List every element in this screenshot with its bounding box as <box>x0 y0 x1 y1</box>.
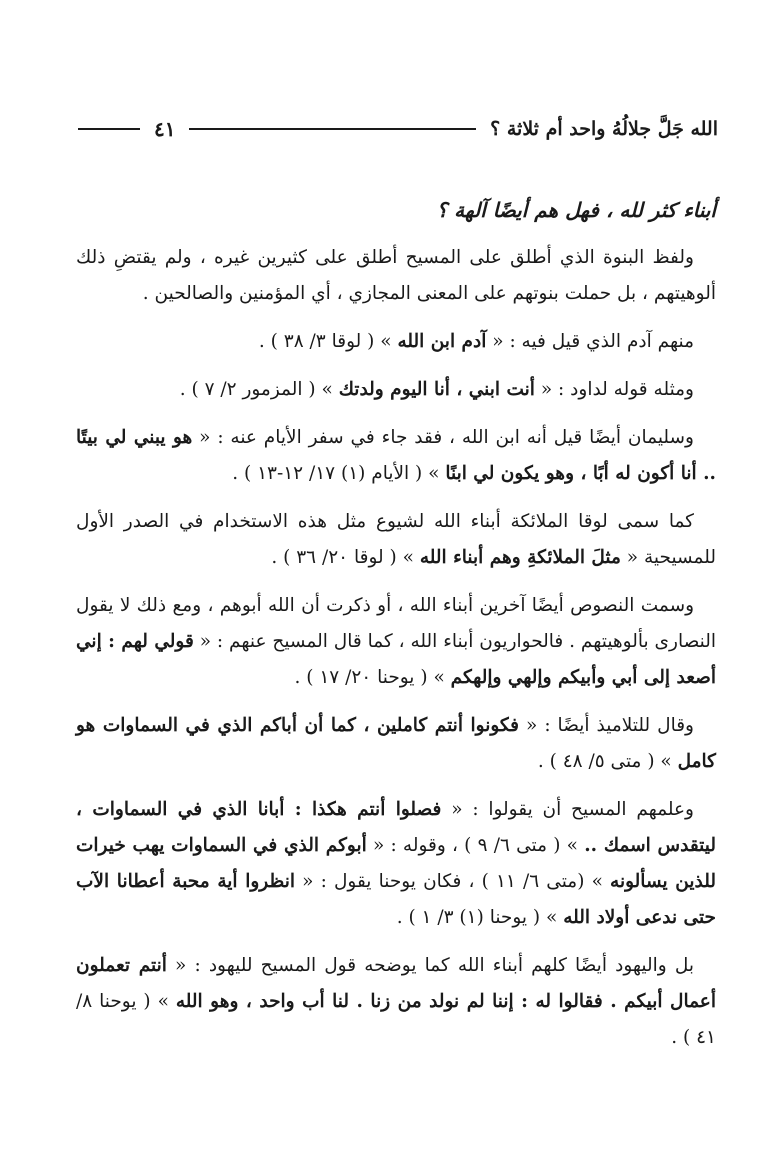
paragraph-text: وعلمهم المسيح أن يقولوا : « <box>441 799 694 820</box>
quoted-verse: أنتم تعملون أعمال أبيكم . فقالوا له : إننا لم نولد من زنا . لنا أب واحد ، وهو الله <box>76 955 716 1012</box>
paragraph <box>76 792 716 936</box>
quoted-verse: هو يبني لي بيتًا .. أنا أكون له أبًا ، وهو يكون لي ابنًا <box>76 427 716 484</box>
paragraph <box>76 240 716 312</box>
paragraph-text: » ( متى ٦/ ٩ ) ، وقوله : « <box>366 835 585 856</box>
page-number: ٤١ <box>154 117 176 141</box>
quoted-verse: انظروا أية محبة أعطانا الآب حتى ندعى أولاد الله <box>76 871 716 928</box>
section-heading: أبناء كثر لله ، فهل هم أيضًا آلهة ؟ <box>436 198 716 222</box>
paragraph-text: » ( متى ٥/ ٤٨ ) . <box>537 751 678 772</box>
paragraph-text: ومثله قوله لداود : « <box>534 379 694 400</box>
paragraph <box>76 708 716 780</box>
paragraph <box>76 372 716 408</box>
paragraph-text: ولفظ البنوة الذي أطلق على المسيح أطلق على كثيرين غيره ، ولم يقتضِ ذلك ألوهيتهم ، بل حملت بنوتهم على المعنى المجازي ، أي المؤمنين والصالحين . <box>76 247 716 304</box>
running-header <box>78 112 718 146</box>
quoted-verse: قولي لهم : إني أصعد إلى أبي وأبيكم وإلهي وإلهكم <box>76 631 716 688</box>
paragraph-text: وقال للتلاميذ أيضًا : « <box>518 715 694 736</box>
quoted-verse: أنت ابني ، أنا اليوم ولدتك <box>338 379 535 400</box>
paragraph-text: » ( لوقا ٣/ ٣٨ ) . <box>258 331 398 352</box>
quoted-verse: آدم ابن الله <box>397 331 487 352</box>
paragraph <box>76 588 716 696</box>
quoted-verse: فصلوا أنتم هكذا : أبانا الذي في السماوات ، ليتقدس اسمك .. <box>76 799 716 856</box>
paragraph-list <box>76 240 716 1056</box>
paragraph-text: » ( يوحنا (١) ٣/ ١ ) . <box>396 907 564 928</box>
paragraph <box>76 420 716 492</box>
paragraph-text: » ( المزمور ٢/ ٧ ) . <box>179 379 339 400</box>
quoted-verse: أبوكم الذي في السماوات يهب خيرات للذين يسألونه <box>76 835 716 892</box>
paragraph <box>76 324 716 360</box>
paragraph-text: وسمت النصوص أيضًا آخرين أبناء الله ، أو ذكرت أن الله أبوهم ، ومع ذلك لا يقول النصارى بألوهيتهم . فالحواريون أبناء الله ، كما قال المسيح عنهم : « <box>76 595 717 652</box>
paragraph-text: وسليمان أيضًا قيل أنه ابن الله ، فقد جاء في سفر الأيام عنه : « <box>192 427 694 448</box>
page-body <box>76 192 716 1068</box>
paragraph-text: كما سمى لوقا الملائكة أبناء الله لشيوع مثل هذه الاستخدام في الصدر الأول للمسيحية « <box>76 511 716 568</box>
paragraph-text: » ( يوحنا ٨/ ٤١ ) . <box>76 991 716 1048</box>
paragraph-text: » ( لوقا ٢٠/ ٣٦ ) . <box>271 547 420 568</box>
paragraph <box>76 504 716 576</box>
paragraph-text: بل واليهود أيضًا كلهم أبناء الله كما يوضحه قول المسيح لليهود : « <box>166 955 694 976</box>
paragraph-text: » ( يوحنا ٢٠/ ١٧ ) . <box>294 667 451 688</box>
paragraph-text: منهم آدم الذي قيل فيه : « <box>486 331 694 352</box>
paragraph <box>76 948 716 1056</box>
paragraph-text: » ( الأيام (١) ١٧/ ١٢-١٣ ) . <box>232 463 446 484</box>
header-rule-short <box>78 128 140 130</box>
quoted-verse: مثلَ الملائكةِ وهم أبناء الله <box>419 547 621 568</box>
quoted-verse: فكونوا أنتم كاملين ، كما أن أباكم الذي في السماوات هو كامل <box>76 715 716 772</box>
running-header-title: الله جَلَّ جلالُهُ واحد أم ثلاثة ؟ <box>490 118 718 140</box>
header-rule <box>189 128 476 130</box>
paragraph-text: » (متى ٦/ ١١ ) ، فكان يوحنا يقول : « <box>294 871 611 892</box>
